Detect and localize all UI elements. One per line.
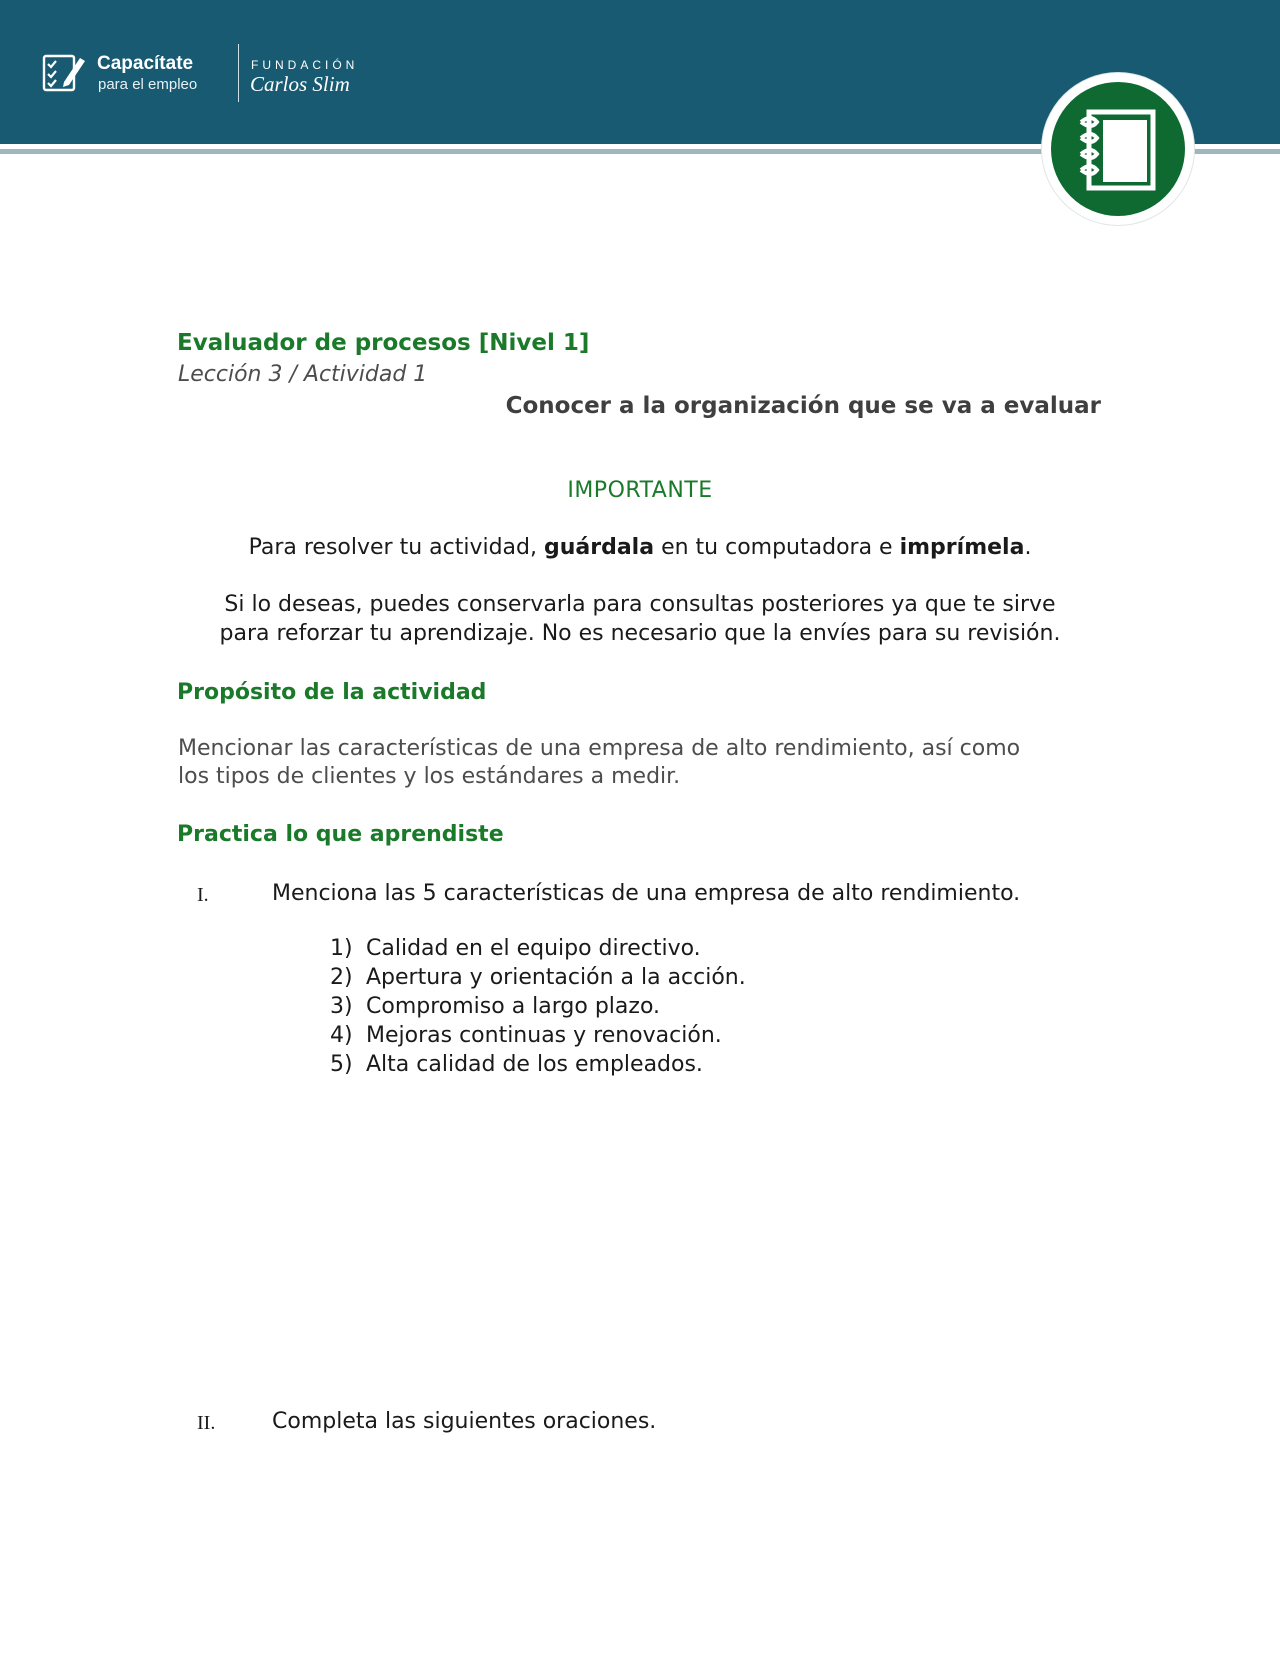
foundation-signature-text: Carlos Slim — [250, 72, 350, 96]
foundation-signature — [248, 72, 388, 98]
logo-divider — [238, 44, 239, 102]
activity-badge — [1042, 73, 1194, 225]
question-text: Menciona las 5 características de una empresa de alto rendimiento. — [272, 881, 1021, 906]
lesson-label: Lección 3 / Actividad 1 — [178, 362, 428, 387]
answer-number: 2) — [330, 965, 353, 990]
logo-title: Capacítate — [97, 53, 194, 74]
instruction-print: imprímela — [899, 535, 1025, 560]
answer-item — [330, 1023, 746, 1052]
badge-circle — [1051, 82, 1185, 216]
question-text: Completa las siguientes oraciones. — [272, 1409, 657, 1434]
answer-list — [330, 936, 746, 1081]
answer-number: 5) — [330, 1052, 353, 1077]
answer-number: 3) — [330, 994, 353, 1019]
document-title: Evaluador de procesos [Nivel 1] — [177, 330, 590, 356]
document-subtitle: Conocer a la organización que se va a evaluar — [505, 393, 1101, 419]
answer-text: Calidad en el equipo directivo. — [366, 936, 701, 961]
answer-item — [330, 965, 746, 994]
important-heading: IMPORTANTE — [567, 478, 713, 503]
answer-item — [330, 936, 746, 965]
answer-text: Alta calidad de los empleados. — [366, 1052, 703, 1077]
logo-subtitle: para el empleo — [98, 76, 198, 93]
important-note-line: para reforzar tu aprendizaje. No es necesario que la envíes para su revisión. — [219, 621, 1061, 646]
notebook-icon — [1051, 82, 1185, 216]
foundation-label: FUNDACIÓN — [251, 58, 359, 72]
answer-number: 4) — [330, 1023, 353, 1048]
answer-number: 1) — [330, 936, 353, 961]
instruction-text: . — [1024, 535, 1032, 560]
answer-text: Apertura y orientación a la acción. — [366, 965, 746, 990]
purpose-heading: Propósito de la actividad — [177, 680, 487, 705]
instruction-text: Para resolver tu actividad, — [248, 535, 544, 560]
purpose-text-line: Mencionar las características de una empresa de alto rendimiento, así como — [178, 736, 1021, 761]
answer-text: Compromiso a largo plazo. — [366, 994, 661, 1019]
answer-item — [330, 994, 746, 1023]
answer-text: Mejoras continuas y renovación. — [366, 1023, 722, 1048]
answer-item — [330, 1052, 746, 1081]
question-numeral: I. — [197, 884, 209, 906]
question-numeral: II. — [197, 1412, 216, 1434]
important-note-line: Si lo deseas, puedes conservarla para consultas posteriores ya que te sirve — [224, 592, 1056, 617]
important-instruction — [0, 535, 1280, 560]
instruction-save: guárdala — [543, 535, 655, 560]
instruction-text: en tu computadora e — [654, 535, 900, 560]
checklist-pen-icon — [42, 52, 86, 94]
purpose-text-line: los tipos de clientes y los estándares a medir. — [178, 764, 681, 789]
practice-heading: Practica lo que aprendiste — [177, 822, 504, 847]
